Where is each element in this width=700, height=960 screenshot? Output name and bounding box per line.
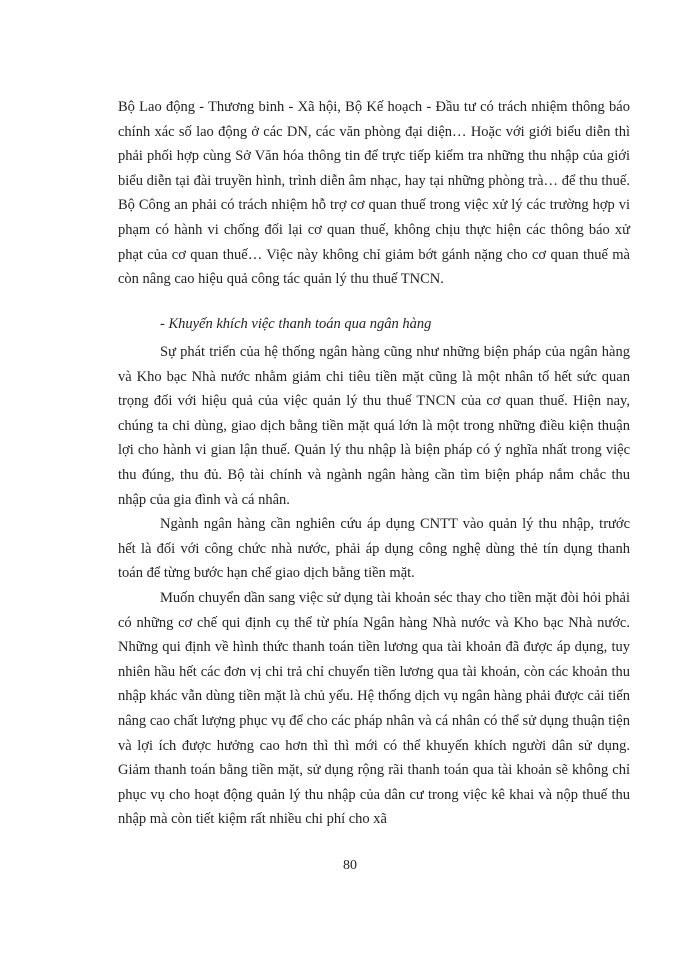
page-number: 80: [343, 858, 357, 873]
section-heading: - Khuyến khích việc thanh toán qua ngân hàng: [160, 316, 432, 332]
paragraph-it-application: Ngành ngân hàng cần nghiên cứu áp dụng CNTT vào quản lý thu nhập, trước hết là đối với công chức nhà nước, phải áp dụng công nghệ dùng thẻ tín dụng thanh toán để từng bước hạn chế giao dịch bằng tiền mặt.: [118, 516, 630, 582]
section-body: [118, 340, 630, 832]
paragraph-banking-development: Sự phát triển của hệ thống ngân hàng cũng như những biện pháp của ngân hàng và Kho bạc Nhà nước nhằm giảm chi tiêu tiền mặt cũng là một nhân tố hết sức quan trọng đối với hiệu quả của việc quản lý thu thuế TNCN của cơ quan thuế. Hiện nay, chúng ta chi dùng, giao dịch bằng tiền mặt quá lớn là một trong những điều kiện thuận lợi cho hành vi gian lận thuế. Quản lý thu nhập là biện pháp có ý nghĩa nhất trong việc thu đúng, thu đủ. Bộ tài chính và ngành ngân hàng cần tìm biện pháp nắm chắc thu nhập của gia đình và cá nhân.: [118, 344, 630, 508]
paragraph-cheque-accounts: Muốn chuyển dần sang việc sử dụng tài khoản séc thay cho tiền mặt đòi hỏi phải có những cơ chế qui định cụ thể từ phía Ngân hàng Nhà nước và Kho bạc Nhà nước. Những qui định về hình thức thanh toán tiền lương qua tài khoản đã được áp dụng, tuy nhiên hầu hết các đơn vị chi trả chỉ chuyển tiền lương qua tài khoản, còn các khoản thu nhập khác vẫn dùng tiền mặt là chủ yếu. Hệ thống dịch vụ ngân hàng phải được cải tiến nâng cao chất lượng phục vụ để cho các pháp nhân và cá nhân có thể sử dụng thuận tiện và lợi ích được hưởng cao hơn thì thì mới có thể khuyến khích người dân sử dụng. Giảm thanh toán bằng tiền mặt, sử dụng rộng rãi thanh toán qua tài khoản sẽ không chỉ phục vụ cho hoạt động quản lý thu nhập của dân cư trong việc kê khai và nộp thuế thu nhập mà còn tiết kiệm rất nhiều chi phí cho xã: [118, 589, 630, 828]
paragraph-intro: Bộ Lao động - Thương binh - Xã hội, Bộ Kế hoạch - Đầu tư có trách nhiệm thông báo chính xác số lao động ở các DN, các văn phòng đại diện… Hoặc với giới biểu diễn thì phải phối hợp cùng Sở Văn hóa thông tin để trực tiếp kiểm tra những thu nhập của giới biểu diễn tại đài truyền hình, trình diễn âm nhạc, hay tại những phòng trà… để thu thuế. Bộ Công an phải có trách nhiệm hỗ trợ cơ quan thuế trong việc xử lý các trường hợp vi phạm có hành vi chống đối lại cơ quan thuế, không chịu thực hiện các thông báo xử phạt của cơ quan thuế… Việc này không chỉ giảm bớt gánh nặng cho cơ quan thuế mà còn nâng cao hiệu quả công tác quản lý thu thuế TNCN.: [118, 99, 630, 288]
